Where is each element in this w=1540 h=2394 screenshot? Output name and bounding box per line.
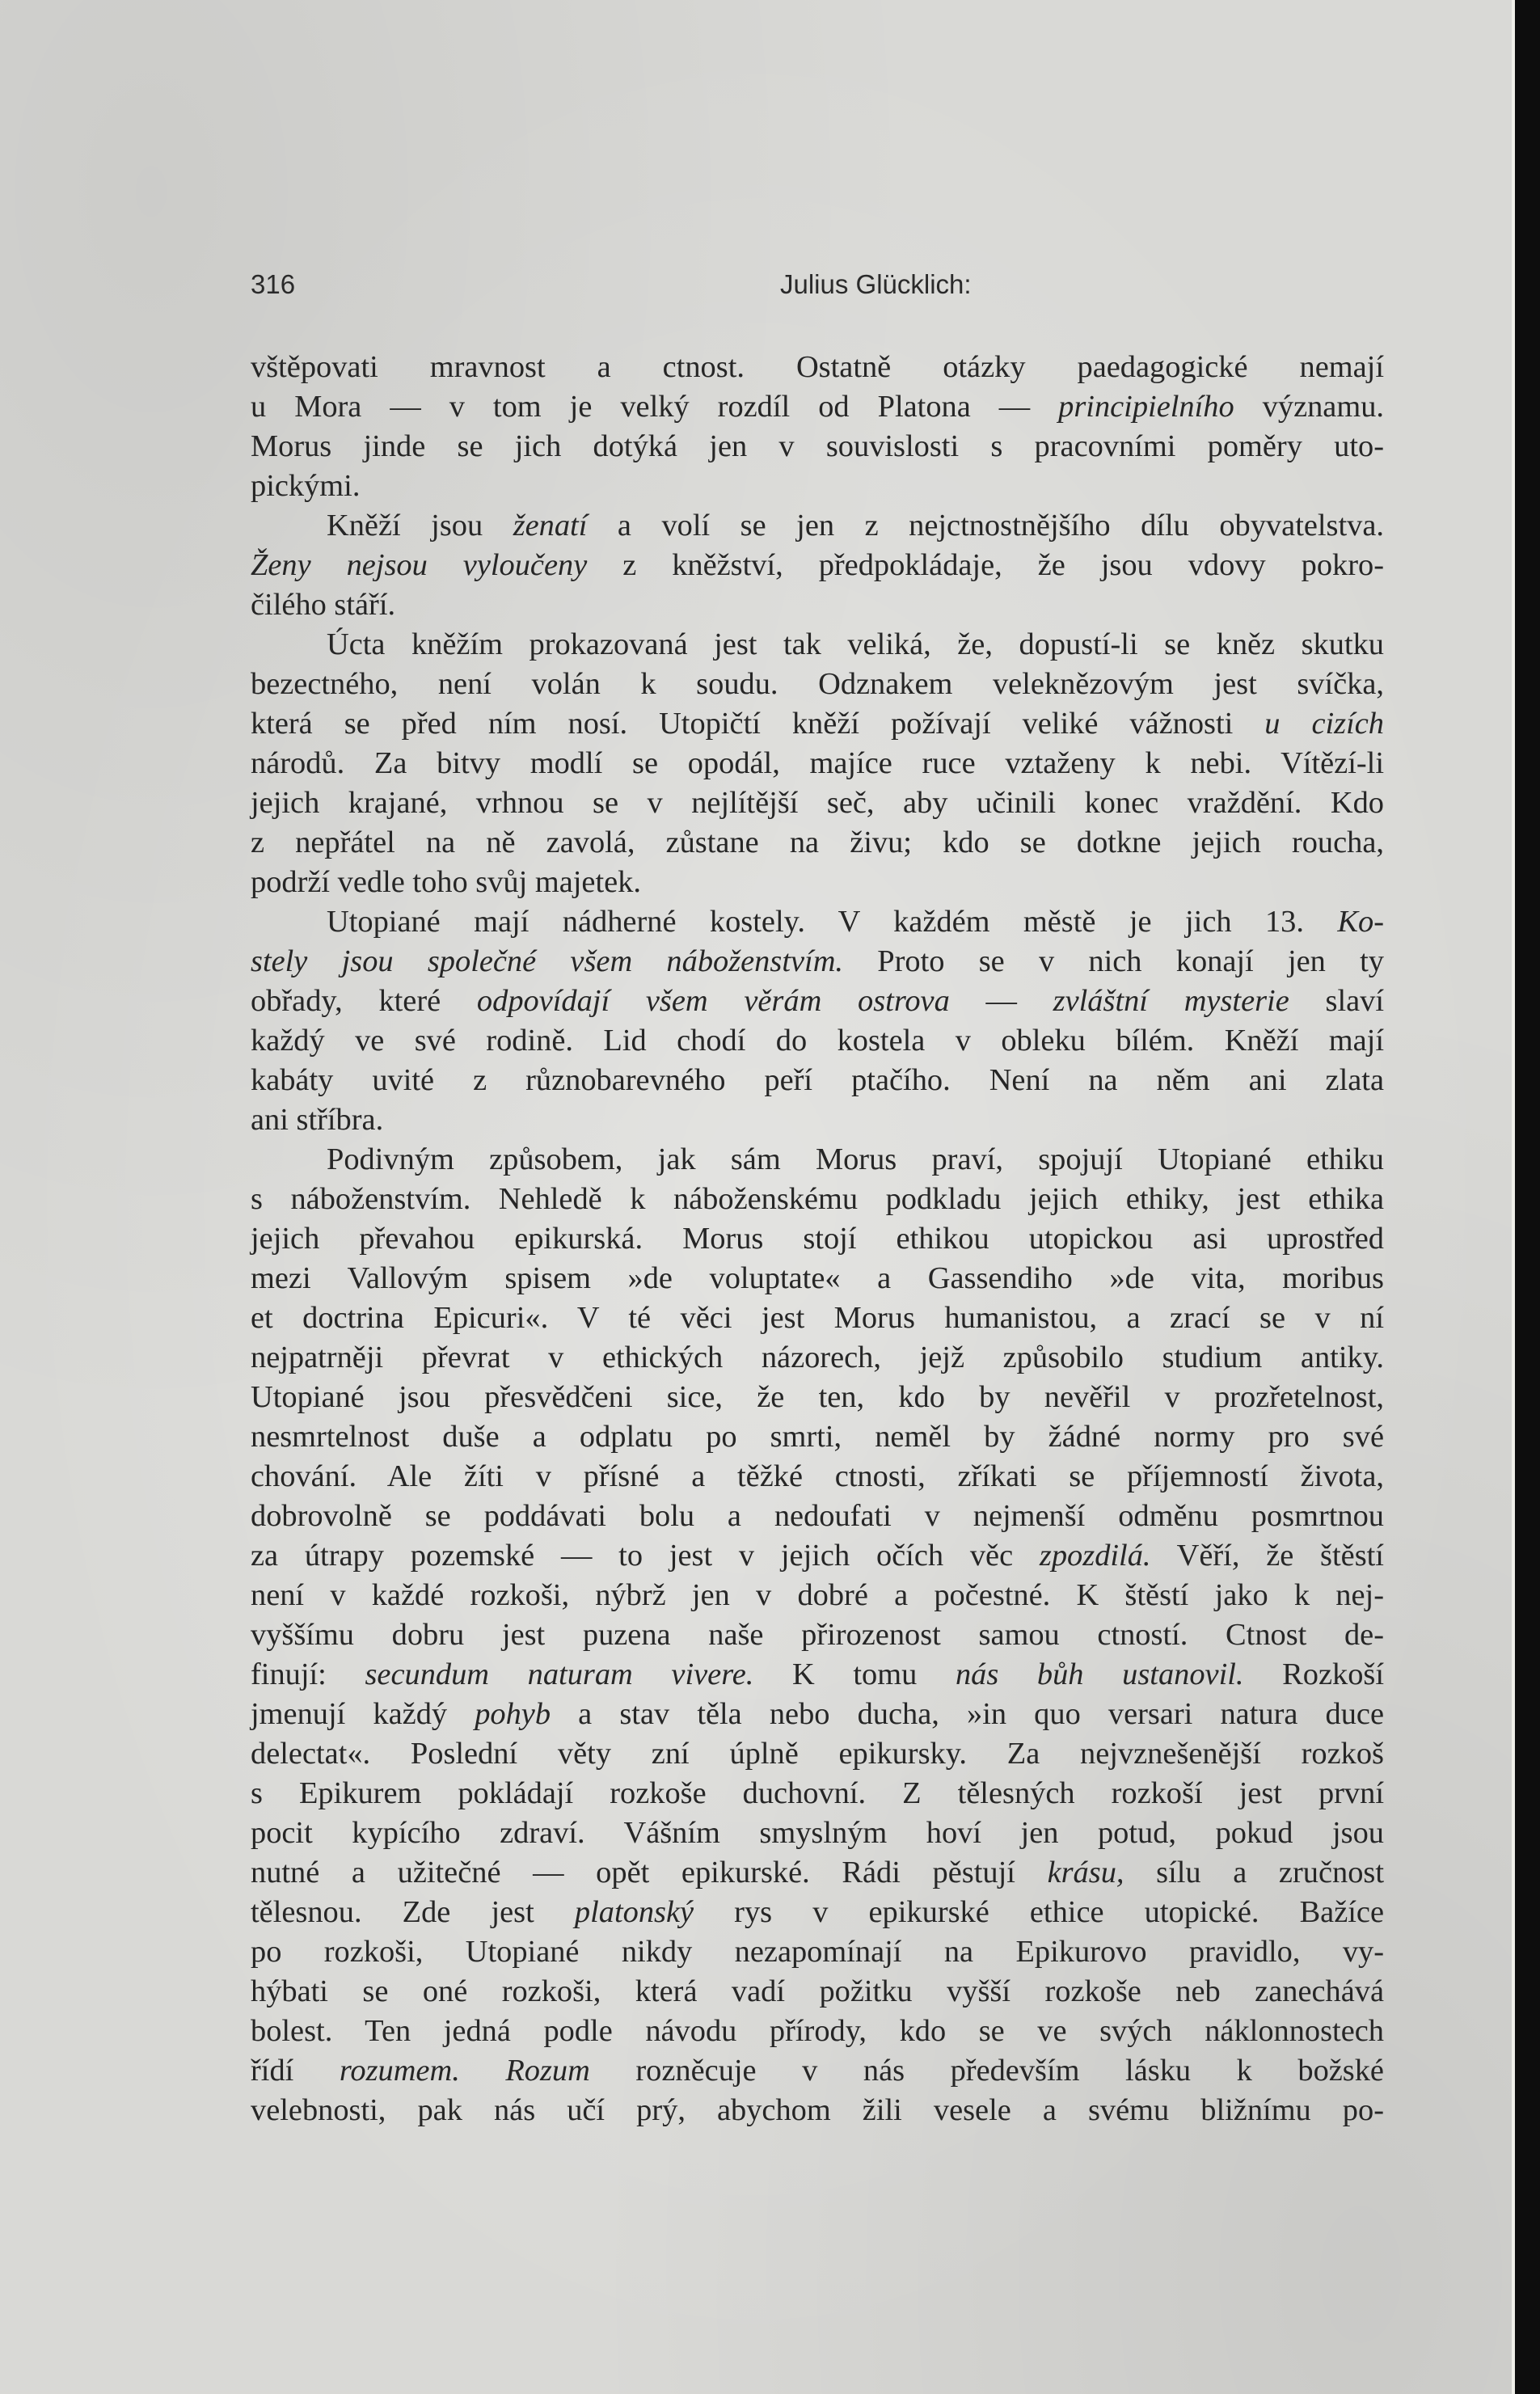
text-line: [251, 1180, 1384, 1219]
text-line: [251, 863, 1384, 902]
text-segment: kabáty uvité z různobarevného peří ptačího. Není na něm ani zlata: [251, 1063, 1384, 1097]
italic-text: zvláštní mysterie: [1053, 984, 1289, 1018]
text-line: [251, 1893, 1384, 1932]
text-line: [251, 1536, 1384, 1576]
text-segment: hýbati se oné rozkoši, která vadí požitku vyšší rozkoše neb zanechává: [251, 1974, 1384, 2008]
text-line: [251, 704, 1384, 744]
text-segment: národů. Za bitvy modlí se opodál, majíce ruce vztaženy k nebi. Vítězí-li: [251, 746, 1384, 780]
text-line: [251, 1655, 1384, 1695]
text-segment: mezi Vallovým spisem »de voluptate« a Gassendiho »de vita, moribus: [251, 1261, 1384, 1295]
text-line: [251, 1813, 1384, 1853]
text-segment: podrží vedle toho svůj majetek.: [251, 865, 641, 899]
running-head: Julius Glücklich:: [780, 269, 972, 299]
text-line: [251, 1576, 1384, 1615]
text-line: [251, 1853, 1384, 1893]
italic-text: pohyb: [475, 1697, 551, 1731]
text-line: [251, 1219, 1384, 1259]
text-segment: et doctrina Epicuri«. V té věci jest Morus humanistou, a zrací se v ní: [251, 1301, 1384, 1335]
italic-text: nás bůh ustanovil.: [955, 1657, 1244, 1691]
text-segment: Věří, že štěstí: [1150, 1539, 1384, 1573]
text-segment: nesmrtelnost duše a odplatu po smrti, neměl by žádné normy pro své: [251, 1420, 1384, 1454]
page-header: [251, 269, 1384, 302]
text-line: [251, 1932, 1384, 1972]
text-segment: pocit kypícího zdraví. Vášním smyslným hoví jen potud, pokud jsou: [251, 1816, 1384, 1850]
text-line: [251, 1615, 1384, 1655]
italic-text: rozumem.: [339, 2054, 460, 2088]
text-segment: nejpatrněji převrat v ethických názorech, jejž způsobilo studium antiky.: [251, 1341, 1384, 1374]
text-segment: Proto se v nich konají jen ty: [843, 944, 1384, 978]
italic-text: platonský: [574, 1895, 694, 1929]
italic-text: Ženy nejsou vyloučeny: [251, 548, 588, 582]
italic-text: principielního: [1058, 390, 1234, 424]
text-segment: s Epikurem pokládají rozkoše duchovní. Z tělesných rozkoší jest první: [251, 1776, 1384, 1810]
text-segment: není v každé rozkoši, nýbrž jen v dobré a počestné. K štěstí jako k nej-: [251, 1578, 1384, 1612]
text-segment: a stav těla nebo ducha, »in quo versari natura duce: [551, 1697, 1384, 1731]
text-line: [251, 387, 1384, 427]
text-line: [251, 1774, 1384, 1813]
italic-text: u cizích: [1264, 707, 1384, 741]
text-segment: jejich převahou epikurská. Morus stojí ethikou utopickou asi uprostřed: [251, 1222, 1384, 1256]
text-segment: u Mora — v tom je velký rozdíl od Platona —: [251, 390, 1059, 424]
text-segment: jmenují každý: [251, 1697, 475, 1731]
text-line: [251, 427, 1384, 467]
text-segment: každý ve své rodině. Lid chodí do kostela v obleku bílém. Kněží mají: [251, 1024, 1384, 1058]
text-segment: Morus jinde se jich dotýká jen v souvislosti s pracovními poměry uto-: [251, 429, 1384, 463]
text-segment: za útrapy pozemské — to jest v jejich očích věc: [251, 1539, 1040, 1573]
text-segment: [460, 2054, 506, 2088]
text-line: [251, 1259, 1384, 1298]
text-line: [251, 1021, 1384, 1061]
text-segment: jejich krajané, vrhnou se v nejlítější seč, aby učinili konec vraždění. Kdo: [251, 786, 1384, 820]
text-segment: chování. Ale žíti v přísné a těžké ctnosti, zříkati se příjemností života,: [251, 1459, 1384, 1493]
text-line: [251, 823, 1384, 863]
text-line: [251, 665, 1384, 704]
text-line: [251, 783, 1384, 823]
italic-text: odpovídají všem věrám ostrova: [476, 984, 950, 1018]
text-segment: významu.: [1234, 390, 1384, 424]
page-number: 316: [251, 269, 296, 299]
italic-text: zpozdilá.: [1039, 1539, 1151, 1573]
text-line: [251, 348, 1384, 387]
text-segment: Utopiané mají nádherné kostely. V každém městě je jich 13.: [327, 905, 1338, 939]
text-line: [251, 744, 1384, 783]
text-line: [251, 1695, 1384, 1734]
text-segment: bolest. Ten jedná podle návodu přírody, kdo se ve svých náklonnostech: [251, 2014, 1384, 2048]
italic-text: ženatí: [513, 509, 588, 543]
text-segment: vyššímu dobru jest puzena naše přirozenost samou ctností. Ctnost de-: [251, 1618, 1384, 1652]
text-line: [251, 1497, 1384, 1536]
text-segment: řídí: [251, 2054, 340, 2088]
text-line: [251, 1061, 1384, 1100]
text-segment: rozněcuje v nás především lásku k božské: [589, 2054, 1384, 2088]
italic-text: stely jsou společné všem náboženstvím.: [251, 944, 844, 978]
text-line: [251, 1100, 1384, 1140]
body-text: [251, 348, 1384, 2130]
text-segment: po rozkoši, Utopiané nikdy nezapomínají na Epikurovo pravidlo, vy-: [251, 1935, 1384, 1969]
text-segment: finují:: [251, 1657, 365, 1691]
text-segment: Úcta kněžím prokazovaná jest tak veliká, že, dopustí-li se kněz skutku: [327, 627, 1384, 661]
text-segment: z nepřátel na ně zavolá, zůstane na živu; kdo se dotkne jejich roucha,: [251, 825, 1384, 859]
text-segment: Kněží jsou: [327, 509, 513, 543]
text-segment: bezectného, není volán k soudu. Odznakem veleknězovým jest svíčka,: [251, 667, 1384, 701]
text-segment: z kněžství, předpokládaje, že jsou vdovy pokro-: [587, 548, 1384, 582]
text-segment: —: [949, 984, 1053, 1018]
italic-text: krásu,: [1047, 1856, 1124, 1889]
text-segment: která se před ním nosí. Utopičtí kněží požívají veliké vážnosti: [251, 707, 1265, 741]
text-line: [251, 546, 1384, 585]
text-line: [251, 585, 1384, 625]
text-line: [251, 1298, 1384, 1338]
text-segment: nutné a užitečné — opět epikurské. Rádi pěstují: [251, 1856, 1048, 1889]
text-line: [251, 1338, 1384, 1378]
text-segment: obřady, které: [251, 984, 477, 1018]
page-edge: [1512, 0, 1540, 2394]
text-segment: velebnosti, pak nás učí prý, abychom žili vesele a svému bližnímu po-: [251, 2093, 1384, 2127]
text-line: [251, 982, 1384, 1021]
text-segment: Podivným způsobem, jak sám Morus praví, spojují Utopiané ethiku: [327, 1142, 1384, 1176]
text-segment: dobrovolně se poddávati bolu a nedoufati v nejmenší odměnu posmrtnou: [251, 1499, 1384, 1533]
text-line: [251, 942, 1384, 982]
text-line: [251, 902, 1384, 942]
text-line: [251, 1378, 1384, 1417]
text-segment: s náboženstvím. Nehledě k náboženskému podkladu jejich ethiky, jest ethika: [251, 1182, 1384, 1216]
text-line: [251, 625, 1384, 665]
italic-text: Ko-: [1337, 905, 1384, 939]
text-segment: tělesnou. Zde jest: [251, 1895, 575, 1929]
text-segment: Utopiané jsou přesvědčeni sice, že ten, kdo by nevěřil v prozřetelnost,: [251, 1380, 1384, 1414]
text-line: [251, 1972, 1384, 2012]
text-segment: slaví: [1289, 984, 1385, 1018]
text-line: [251, 1140, 1384, 1180]
text-line: [251, 506, 1384, 546]
text-segment: a volí se jen z nejctnostnějšího dílu obyvatelstva.: [587, 509, 1384, 543]
text-segment: Rozkoší: [1243, 1657, 1384, 1691]
text-segment: sílu a zručnost: [1124, 1856, 1384, 1889]
text-segment: ani stříbra.: [251, 1103, 384, 1137]
text-line: [251, 1417, 1384, 1457]
text-segment: vštěpovati mravnost a ctnost. Ostatně otázky paedagogické nemají: [251, 350, 1384, 384]
text-line: [251, 467, 1384, 506]
text-line: [251, 2012, 1384, 2051]
text-line: [251, 2091, 1384, 2130]
text-segment: K tomu: [753, 1657, 956, 1691]
text-segment: rys v epikurské ethice utopické. Bažíce: [694, 1895, 1385, 1929]
italic-text: Rozum: [505, 2054, 590, 2088]
text-line: [251, 1457, 1384, 1497]
text-segment: pickými.: [251, 469, 361, 503]
italic-text: secundum naturam vivere.: [365, 1657, 754, 1691]
text-segment: čilého stáří.: [251, 588, 396, 622]
text-line: [251, 2051, 1384, 2091]
text-line: [251, 1734, 1384, 1774]
text-segment: delectat«. Poslední věty zní úplně epikursky. Za nejvznešenější rozkoš: [251, 1737, 1384, 1771]
